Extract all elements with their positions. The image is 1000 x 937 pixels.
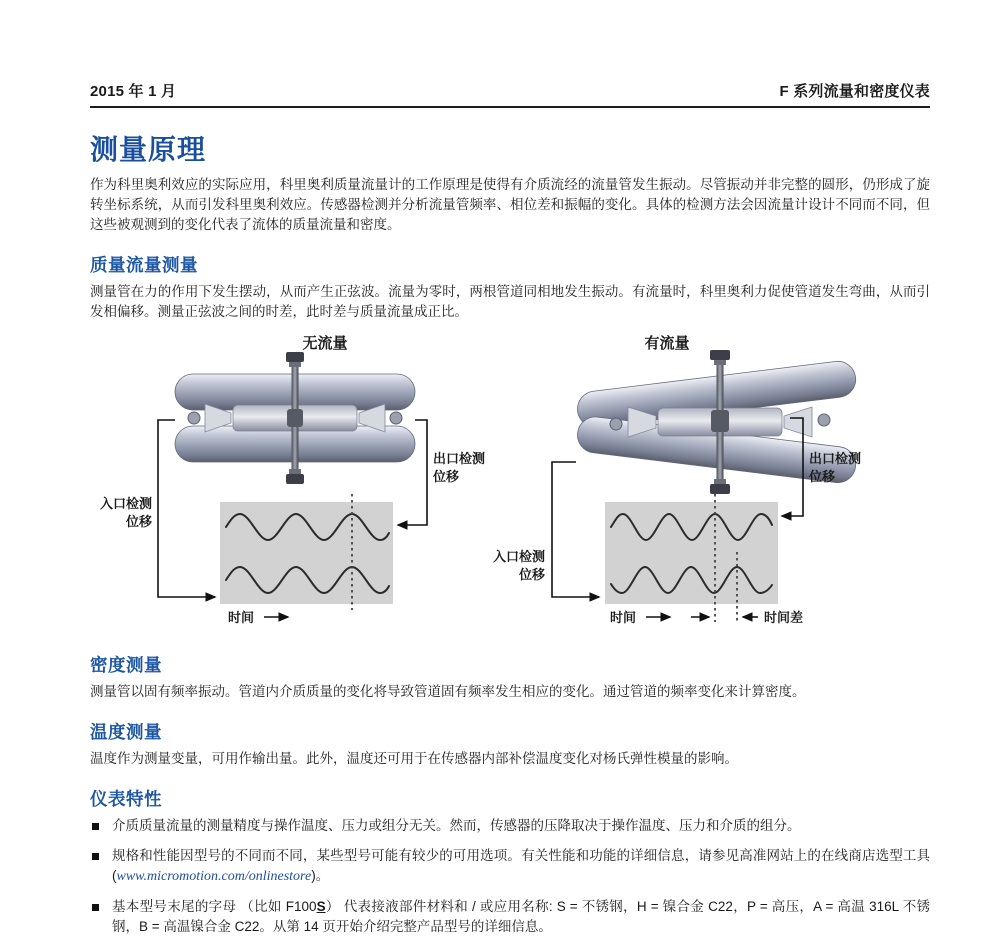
section-heading-mass-flow: 质量流量测量 bbox=[90, 255, 198, 275]
no-flow-inlet-label-line2: 位移 bbox=[125, 514, 152, 529]
feature-item-specs-suffix: )。 bbox=[311, 868, 330, 883]
header-doc-title: F 系列流量和密度仪表 bbox=[779, 83, 930, 100]
feature-item-accuracy-text: 介质质量流量的测量精度与操作温度、压力或组分无关。然而，传感器的压降取决于操作温度、压力和介质的组分。 bbox=[112, 818, 801, 833]
document-header bbox=[90, 0, 930, 108]
page-title: 测量原理 bbox=[90, 134, 207, 165]
flow-inlet-pointer-line bbox=[552, 462, 599, 597]
density-paragraph: 测量管以固有频率振动。管道内介质质量的变化将导致管道固有频率发生相应的变化。通过管道的频率变化来计算密度。 bbox=[90, 684, 806, 699]
header-date: 2015 年 1 月 bbox=[90, 83, 177, 100]
temperature-paragraph: 温度作为测量变量，可用作输出量。此外，温度还可用于在传感器内部补偿温度变化对杨氏弹性模量的影响。 bbox=[90, 751, 738, 766]
section-heading-density: 密度测量 bbox=[90, 655, 162, 675]
feature-item-model-suffix: ） 代表接液部件材料和 / 或应用名称: S = 不锈钢，H = 镍合金 C22，P = 高压，A = 高温 316L 不锈钢，B = 高温镍合金 C22。从第 14 页开始介绍完整产品型号的详细信息。 bbox=[112, 899, 930, 934]
section-heading-temperature: 温度测量 bbox=[90, 722, 162, 742]
feature-item-accuracy bbox=[90, 816, 930, 836]
model-letter-highlight: S bbox=[316, 899, 326, 914]
flow-inlet-label-line1: 入口检测 bbox=[492, 549, 545, 564]
flow-wave-plot bbox=[605, 494, 778, 624]
mass-flow-paragraph: 测量管在力的作用下发生摆动，从而产生正弦波。流量为零时，两根管道同相地发生振动。有流量时，科里奥利力促使管道发生弯曲，从而引发相偏移。测量正弦波之间的时差，此时差与质量流量成正比。 bbox=[90, 284, 930, 319]
bullet-square-icon bbox=[92, 823, 99, 830]
time-diff-label: 时间差 bbox=[764, 610, 804, 625]
flow-outlet-label-line1: 出口检测 bbox=[809, 451, 862, 466]
online-store-link[interactable]: www.micromotion.com/onlinestore bbox=[116, 869, 312, 884]
flow-outlet-label-line2: 位移 bbox=[809, 469, 836, 484]
no-flow-inlet-label-line1: 入口检测 bbox=[99, 496, 152, 511]
feature-item-specs-prefix: 规格和性能因型号的不同而不同，某些型号可能有较少的可用选项。有关性能和功能的详细信息，请参见高准网站上的在线商店选型工具 ( bbox=[112, 848, 930, 883]
no-flow-wave-plot bbox=[220, 494, 393, 610]
features-list bbox=[90, 816, 930, 937]
flow-panel-title: 有流量 bbox=[644, 335, 690, 352]
flow-inlet-label-line2: 位移 bbox=[518, 567, 545, 582]
no-flow-outlet-label-line1: 出口检测 bbox=[433, 451, 486, 466]
feature-item-model-prefix: 基本型号末尾的字母 （比如 F100 bbox=[112, 899, 317, 914]
flow-diagram-svg bbox=[90, 330, 930, 635]
no-flow-time-label: 时间 bbox=[228, 610, 255, 625]
feature-item-specs bbox=[90, 846, 930, 887]
feature-item-model-codes bbox=[90, 897, 930, 937]
flow-time-label: 时间 bbox=[610, 610, 637, 625]
intro-paragraph: 作为科里奥利效应的实际应用，科里奥利质量流量计的工作原理是使得有介质流经的流量管发生振动。尽管振动并非完整的圆形，仍形成了旋转坐标系统，从而引发科里奥利效应。传感器检测并分析流量管频率、相位差和振幅的变化。具体的检测方法会因流量计设计不同而不同，但这些被观测到的变化代表了流体的质量流量和密度。 bbox=[90, 177, 930, 232]
flow-tube-illustration-no-flow bbox=[175, 352, 415, 484]
bullet-square-icon bbox=[92, 853, 99, 860]
no-flow-panel-title: 无流量 bbox=[302, 335, 348, 352]
section-heading-features: 仪表特性 bbox=[90, 789, 162, 809]
no-flow-outlet-label-line2: 位移 bbox=[433, 469, 460, 484]
coriolis-flow-diagram bbox=[90, 330, 930, 635]
bullet-square-icon bbox=[92, 904, 99, 911]
